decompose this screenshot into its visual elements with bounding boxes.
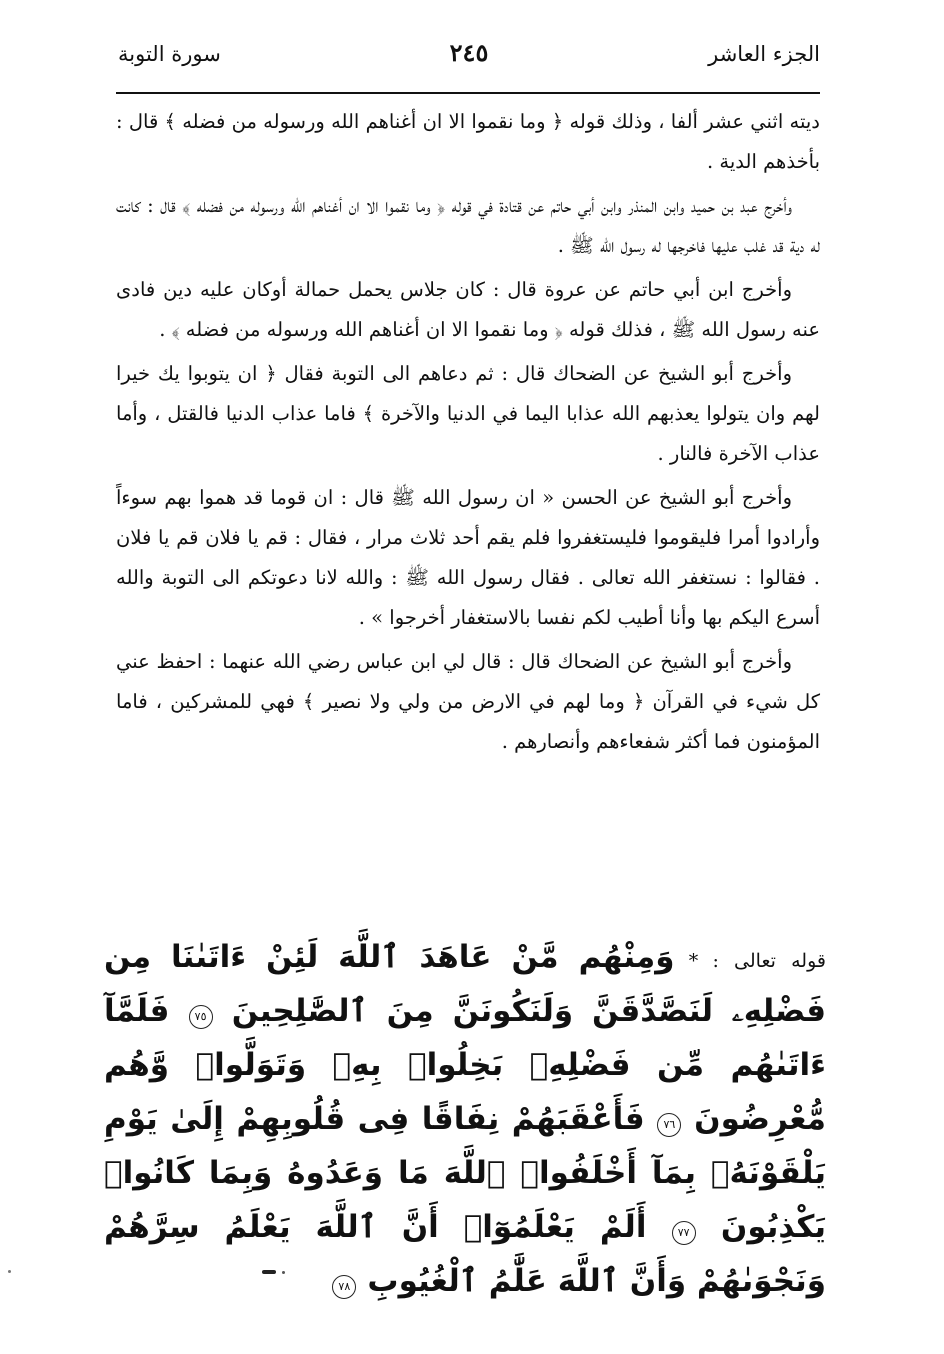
footer-dot	[282, 1271, 285, 1274]
paragraph-5: وأخرج أبو الشيخ عن الحسن « ان رسول الله ﷺ قال : ان قوما قد هموا بهم سوءاً وأرادوا أمرا فليقوموا فليستغفروا فلم يقم أحد ثلاث مرار ، فقال : قم يا فلان قم يا فلان . فقالوا : نستغفر الله تعالى . فقال رسول الله ﷺ : والله لانا دعوتكم الى التوبة والله أسرع اليكم بها وأنا أطيب لكم نفسا بالاستغفار أخرجوا » .	[116, 486, 820, 629]
page-header	[118, 32, 820, 92]
ayah-number-75: ٧٥	[189, 1005, 213, 1029]
surah-label: سورة التوبة	[118, 42, 221, 66]
verse-star: *	[688, 950, 699, 972]
paragraph-2: وأخرج عبد بن حميد وابن المنذر وابن أبي حاتم عن قتادة في قوله ﴿ وما نقموا الا ان أغناهم الله ورسوله من فضله ﴾ قال : كانت له دية قد غلب عليها فاخرجها له رسول الله ﷺ .	[116, 194, 820, 257]
verse-78-text: أَلَمْ يَعْلَمُوٓا۟ أَنَّ ٱللَّهَ يَعْلَمُ سِرَّهُمْ وَنَجْوَىٰهُمْ وَأَنَّ ٱللَّهَ عَلَّٰمُ ٱلْغُيُوبِ	[104, 1209, 826, 1299]
header-rule	[116, 92, 820, 94]
ayah-number-78: ٧٨	[332, 1275, 356, 1299]
ayah-number-77: ٧٧	[672, 1221, 696, 1245]
paragraph-6: وأخرج أبو الشيخ عن الضحاك قال : قال لي ابن عباس رضي الله عنهما : احفظ عني كل شيء في القرآن ﴿ وما لهم في الارض من ولي ولا نصير ﴾ فهي للمشركين ، فاما المؤمنون فما أكثر شفعاءهم وأنصارهم .	[116, 650, 820, 753]
verse-77-text: فَأَعْقَبَهُمْ نِفَاقًا فِى قُلُوبِهِمْ إِلَىٰ يَوْمِ يَلْقَوْنَهُۥ بِمَآ أَخْلَفُوا۟ ٱللَّهَ مَا وَعَدُوهُ وَبِمَا كَانُوا۟ يَكْذِبُونَ	[104, 1101, 826, 1245]
page-number: ٢٤٥	[449, 38, 489, 67]
quran-intro: قوله تعالى :	[712, 950, 826, 972]
quran-verses	[104, 930, 826, 1308]
verse-76-text: فَلَمَّآ ءَاتَىٰهُم مِّن فَضْلِهِۦ بَخِلُوا۟ بِهِۦ وَتَوَلَّوا۟ وَّهُم مُّعْرِضُونَ	[104, 993, 826, 1137]
juz-label: الجزء العاشر	[708, 42, 820, 66]
paragraph-3: وأخرج ابن أبي حاتم عن عروة قال : كان جلاس يحمل حمالة أوكان عليه دين فادى عنه رسول الله ﷺ ، فذلك قوله ﴿ وما نقموا الا ان أغناهم الله ورسوله من فضله ﴾ .	[116, 278, 820, 341]
commentary-body	[116, 102, 820, 766]
paragraph-1: ديته اثني عشر ألفا ، وذلك قوله ﴿ وما نقموا الا ان أغناهم الله ورسوله من فضله ﴾ قال : بأخذهم الدية .	[116, 110, 820, 173]
verse-75-text: وَمِنْهُم مَّنْ عَاهَدَ ٱللَّهَ لَئِنْ ءَاتَىٰنَا مِن فَضْلِهِۦ لَنَصَّدَّقَنَّ وَلَنَكُونَنَّ مِنَ ٱلصَّٰلِحِينَ	[104, 939, 826, 1029]
ayah-number-76: ٧٦	[657, 1113, 681, 1137]
footer-mark	[262, 1270, 276, 1274]
paragraph-4: وأخرج أبو الشيخ عن الضحاك قال : ثم دعاهم الى التوبة فقال ﴿ ان يتوبوا يك خيرا لهم وان يتولوا يعذبهم الله عذابا اليما في الدنيا والآخرة ﴾ فاما عذاب الدنيا فالقتل ، وأما عذاب الآخرة فالنار .	[116, 362, 820, 465]
margin-dot	[8, 1270, 11, 1273]
